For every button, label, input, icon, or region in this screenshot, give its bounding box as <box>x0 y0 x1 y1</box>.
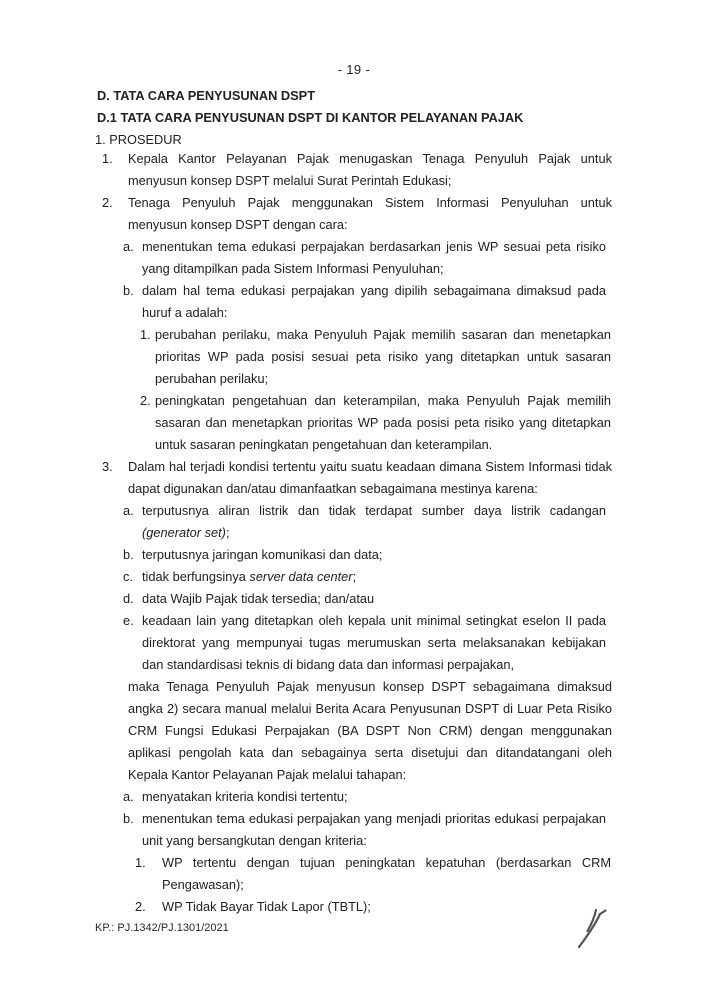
list-item <box>0 390 611 456</box>
list-item-text: menentukan tema edukasi perpajakan berdasarkan jenis WP sesuai peta risiko yang ditampilkan pada Sistem Informasi Penyuluhan; <box>142 239 606 276</box>
list-item-marker: 1. <box>102 151 113 166</box>
list-item-text: dalam hal tema edukasi perpajakan yang dipilih sebagaimana dimaksud pada huruf a adalah: <box>142 283 606 320</box>
list-item-text: Kepala Kantor Pelayanan Pajak menugaskan Tenaga Penyuluh Pajak untuk menyusun konsep DSPT melalui Surat Perintah Edukasi; <box>128 151 612 188</box>
list-item-marker: 3. <box>102 459 113 474</box>
list-item-text: terputusnya jaringan komunikasi dan data; <box>142 547 383 562</box>
list-item <box>0 610 606 676</box>
list-item-text: terputusnya aliran listrik dan tidak terdapat sumber daya listrik cadangan (generator set); <box>142 503 606 540</box>
list-item <box>0 566 606 588</box>
list-item-marker: 2. <box>102 195 113 210</box>
list-item-marker: e. <box>123 613 134 628</box>
list-item-marker: b. <box>123 811 134 826</box>
list-item-text: maka Tenaga Penyuluh Pajak menyusun konsep DSPT sebagaimana dimaksud angka 2) secara manual melalui Berita Acara Penyusunan DSPT di Luar Peta Risiko CRM Fungsi Edukasi Perpajakan (BA DSPT Non CRM) dengan menggunakan aplikasi pengolah kata dan sebagainya serta disetujui dan ditandatangani oleh Kepala Kantor Pelayanan Pajak melalui tahapan: <box>128 679 612 782</box>
list-item-text: WP tertentu dengan tujuan peningkatan kepatuhan (berdasarkan CRM Pengawasan); <box>162 855 611 892</box>
list-item <box>0 808 606 852</box>
list-item-marker: a. <box>123 239 134 254</box>
handwritten-initial-mark <box>576 906 608 950</box>
list-item-text: tidak berfungsinya server data center; <box>142 569 357 584</box>
list-item <box>0 588 606 610</box>
list-item <box>0 456 612 500</box>
list-item-marker: 2. <box>135 899 146 914</box>
list-item-text: keadaan lain yang ditetapkan oleh kepala unit minimal setingkat eselon II pada direktorat yang mempunyai tugas merumuskan serta melaksanakan kebijakan dan standardisasi teknis di bidang data dan informasi perpajakan, <box>142 613 606 672</box>
list-item <box>0 896 611 918</box>
list-item-marker: c. <box>123 569 133 584</box>
list-item-text: perubahan perilaku, maka Penyuluh Pajak memilih sasaran dan menetapkan prioritas WP pada posisi sesuai peta risiko yang ditetapkan untuk sasaran perubahan perilaku; <box>155 327 611 386</box>
list-item <box>0 280 606 324</box>
list-item <box>0 544 606 566</box>
list-item <box>0 500 606 544</box>
subsection-heading: D.1 TATA CARA PENYUSUNAN DSPT DI KANTOR PELAYANAN PAJAK <box>97 110 524 125</box>
list-item-marker: a. <box>123 503 134 518</box>
section-heading: D. TATA CARA PENYUSUNAN DSPT <box>97 88 316 103</box>
list-item-text: data Wajib Pajak tidak tersedia; dan/atau <box>142 591 375 606</box>
list-item <box>0 192 612 236</box>
footer-code: KP.: PJ.1342/PJ.1301/2021 <box>95 922 229 934</box>
list-item-text: menentukan tema edukasi perpajakan yang menjadi prioritas edukasi perpajakan unit yang bersangkutan dengan kriteria: <box>142 811 606 848</box>
list-item-marker: d. <box>123 591 134 606</box>
list-item-marker: b. <box>123 283 134 298</box>
list-item-text: menyatakan kriteria kondisi tertentu; <box>142 789 348 804</box>
list-item <box>0 148 612 192</box>
page-number: - 19 - <box>337 62 371 77</box>
list-item-marker: 1. <box>140 327 151 342</box>
list-item <box>0 236 606 280</box>
list-item-marker: b. <box>123 547 134 562</box>
prosedur-heading: 1. PROSEDUR <box>95 132 182 147</box>
paragraph <box>0 676 612 786</box>
list-item-text: WP Tidak Bayar Tidak Lapor (TBTL); <box>162 899 371 914</box>
list-item <box>0 852 611 896</box>
list-item-marker: 1. <box>135 855 146 870</box>
list-item-text: peningkatan pengetahuan dan keterampilan, maka Penyuluh Pajak memilih sasaran dan menetapkan prioritas WP pada posisi peta risiko yang ditetapkan untuk sasaran peningkatan pengetahuan dan keterampilan. <box>155 393 611 452</box>
list-item-text: Dalam hal terjadi kondisi tertentu yaitu suatu keadaan dimana Sistem Informasi tidak dapat digunakan dan/atau dimanfaatkan sebagaimana mestinya karena: <box>128 459 612 496</box>
document-body <box>0 148 708 918</box>
list-item-marker: 2. <box>140 393 151 408</box>
list-item-marker: a. <box>123 789 134 804</box>
list-item <box>0 786 606 808</box>
list-item-text: Tenaga Penyuluh Pajak menggunakan Sistem Informasi Penyuluhan untuk menyusun konsep DSPT dengan cara: <box>128 195 612 232</box>
list-item <box>0 324 611 390</box>
